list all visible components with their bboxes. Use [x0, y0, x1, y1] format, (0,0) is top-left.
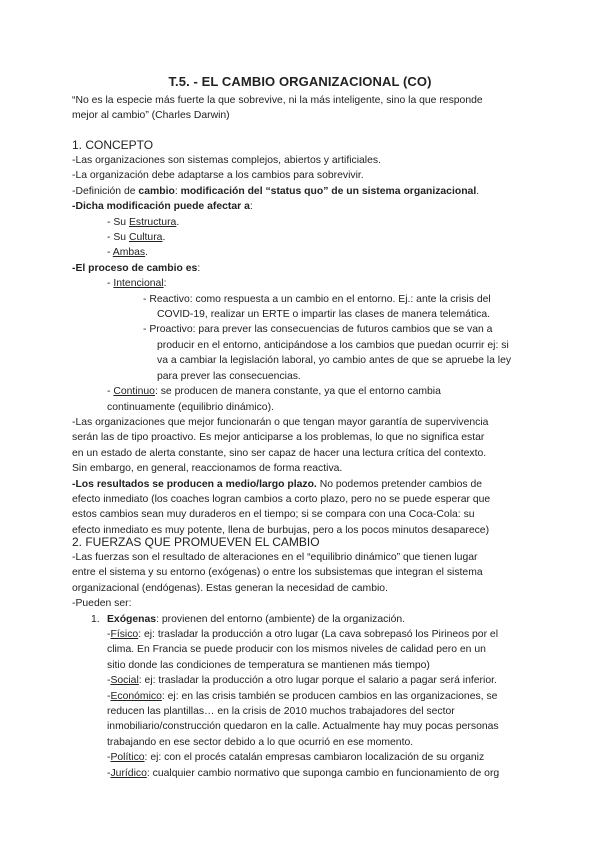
- list-item-continuation: continuamente (equilibrio dinámico).: [107, 401, 274, 413]
- text-run: .: [476, 185, 480, 197]
- sublist-line: reducen las plantillas… en la crisis de 2010 muchos trabajadores del sector: [107, 706, 455, 718]
- text-run: :: [163, 278, 167, 290]
- text-run: :: [174, 185, 181, 197]
- text-run: - Su: [107, 216, 129, 228]
- paragraph-line: Sin embargo, en general, reaccionamos de forma reactiva.: [72, 463, 343, 475]
- paragraph-line: efecto inmediato es muy potente, llena de burbujas, pero a los pocos minutos desaparece): [72, 524, 490, 536]
- text-run: -: [107, 690, 111, 702]
- list-item: [72, 245, 526, 260]
- underlined-term: Intencional: [113, 278, 164, 290]
- text-run: : ej: trasladar la producción a otro lugar porque el salario a pagar será inferior.: [138, 675, 497, 687]
- sublist-line: trabajando en ese sector debido a lo que ocurrió en ese momento.: [107, 736, 414, 748]
- paragraph-line: entre el sistema y su entorno (exógenas) o entre los subsistemas que integran el sistema: [72, 567, 483, 579]
- bold-term: -Los resultados se producen a medio/largo plazo.: [72, 478, 317, 490]
- text-run: : provienen del entorno (ambiente) de la organización.: [156, 613, 406, 625]
- bold-term: cambio: [138, 185, 175, 197]
- text-run: .: [162, 232, 166, 244]
- bold-term: modificación del “status quo” de un sistema organizacional: [180, 185, 477, 197]
- text-run: -: [107, 767, 111, 779]
- paragraph-line: -La organización debe adaptarse a los cambios para sobrevivir.: [72, 170, 364, 182]
- paragraph-line: estos cambios sean muy duraderos en el tiempo; si se compara con una Coca-Cola: su: [72, 509, 475, 521]
- underlined-term: Económico: [110, 690, 162, 702]
- sublist-line: COVID-19, realizar un ERTE o impartir las clases de manera telemática.: [157, 309, 491, 321]
- section-concepto: [72, 138, 526, 538]
- text-run: :: [197, 262, 201, 274]
- paragraph-line: -Las fuerzas son el resultado de alteraciones en el “equilibrio dinámico” que tienen lugar: [72, 552, 478, 563]
- sublist-line: - Proactivo: para prever las consecuencias de futuros cambios que se van a: [143, 324, 493, 336]
- section-heading: 1. CONCEPTO: [72, 138, 154, 152]
- underlined-term: Cultura: [128, 232, 163, 244]
- quote-line: “No es la especie más fuerte la que sobrevive, ni la más inteligente, sino la que responde: [72, 95, 483, 106]
- underlined-term: Jurídico: [110, 767, 147, 779]
- paragraph-line: -Las organizaciones que mejor funcionarán o que tengan mayor garantía de supervivencia: [72, 416, 489, 428]
- paragraph-line: serán las de tipo proactivo. Es mejor anticiparse a los problemas, lo que no significa estar: [72, 432, 485, 444]
- text-run: : cualquier cambio normativo que suponga cambio en funcionamiento de org: [146, 767, 500, 779]
- text-run: -: [107, 386, 114, 398]
- text-run: No podemos pretender cambios de: [316, 478, 483, 490]
- sublist-line: producir en el entorno, anticipándose a los cambios que puedan ocurrir ej: si: [157, 339, 509, 351]
- sublist-line: [72, 766, 526, 781]
- section-heading: 2. FUERZAS QUE PROMUEVEN EL CAMBIO: [72, 535, 320, 549]
- underlined-term: Continuo: [113, 386, 155, 398]
- paragraph-line: -Pueden ser:: [72, 598, 132, 610]
- list-item: [72, 276, 526, 291]
- text-run: -: [107, 752, 111, 764]
- text-run: -Definición de: [72, 185, 139, 197]
- bold-term: -El proceso de cambio es: [72, 262, 198, 274]
- text-run: -: [107, 247, 113, 259]
- text-run: :: [249, 201, 253, 213]
- sublist-line: [72, 689, 526, 704]
- text-run: -: [107, 629, 111, 641]
- sublist-line: [72, 750, 526, 765]
- underlined-term: Estructura: [128, 216, 177, 228]
- list-item: [72, 230, 526, 245]
- text-run: -: [107, 278, 114, 290]
- text-run: : ej: en las crisis también se producen cambios en las organizaciones, se: [161, 690, 498, 702]
- underlined-term: Físico: [110, 629, 139, 641]
- sublist-line: inmobiliario/construcción quedaron en la calle. Actualmente hay muy pocas personas: [107, 721, 499, 733]
- text-run: : se producen de manera constante, ya que el entorno cambia: [154, 386, 441, 398]
- text-run: - Su: [107, 232, 129, 244]
- results-line: [72, 477, 526, 492]
- text-run: : ej: con el procés catalán empresas cambiaron localización de su organiz: [144, 752, 485, 764]
- underlined-term: Político: [110, 752, 145, 764]
- sublist-line: para prever las consecuencias.: [157, 370, 301, 382]
- text-run: .: [145, 247, 149, 259]
- sublist-line: [72, 627, 526, 642]
- section-fuerzas: [72, 535, 526, 781]
- paragraph-line: -Las organizaciones son sistemas complejos, abiertos y artificiales.: [72, 155, 381, 166]
- numbered-item: [72, 612, 526, 627]
- document-title: T.5. - EL CAMBIO ORGANIZACIONAL (CO): [168, 74, 432, 89]
- sublist-line: [72, 673, 526, 688]
- quote-line: mejor al cambio” (Charles Darwin): [72, 110, 230, 122]
- text-run: : ej: trasladar la producción a otro lugar (La cava sobrepasó los Pirineos por el: [138, 629, 499, 641]
- bold-term: -Dicha modificación puede afectar a: [72, 201, 250, 213]
- item-number: 1.: [91, 613, 100, 625]
- underlined-term: Ambas: [112, 247, 146, 259]
- list-item: [72, 384, 526, 399]
- paragraph-line: organizacional (endógenas). Estas generan la necesidad de cambio.: [72, 582, 388, 594]
- quote-block: [72, 93, 526, 124]
- paragraph-line: efecto inmediato (los coaches logran cambios a corto plazo, pero no se puede esperar que: [72, 493, 491, 505]
- list-item: [72, 215, 526, 230]
- sublist-line: va a cambiar la legislación laboral, yo cambio antes de que se apruebe la ley: [157, 355, 512, 367]
- sublist-line: sitio donde las condiciones de temperatura se mantienen más tiempo): [107, 659, 430, 671]
- underlined-term: Social: [110, 675, 139, 687]
- sublist-line: clima. En Francia se puede producir con los mismos niveles de calidad pero en un: [107, 644, 486, 656]
- bold-term: Exógenas: [107, 613, 157, 625]
- process-heading: [72, 261, 526, 276]
- text-run: .: [176, 216, 180, 228]
- definition-line: [72, 184, 526, 199]
- text-run: -: [107, 675, 111, 687]
- affect-heading: [72, 199, 526, 214]
- paragraph-line: en un estado de alerta constante, sino ser capaz de hacer una lectura crítica del contexto.: [72, 447, 487, 459]
- sublist-line: - Reactivo: como respuesta a un cambio en el entorno. Ej.: ante la crisis del: [143, 293, 491, 305]
